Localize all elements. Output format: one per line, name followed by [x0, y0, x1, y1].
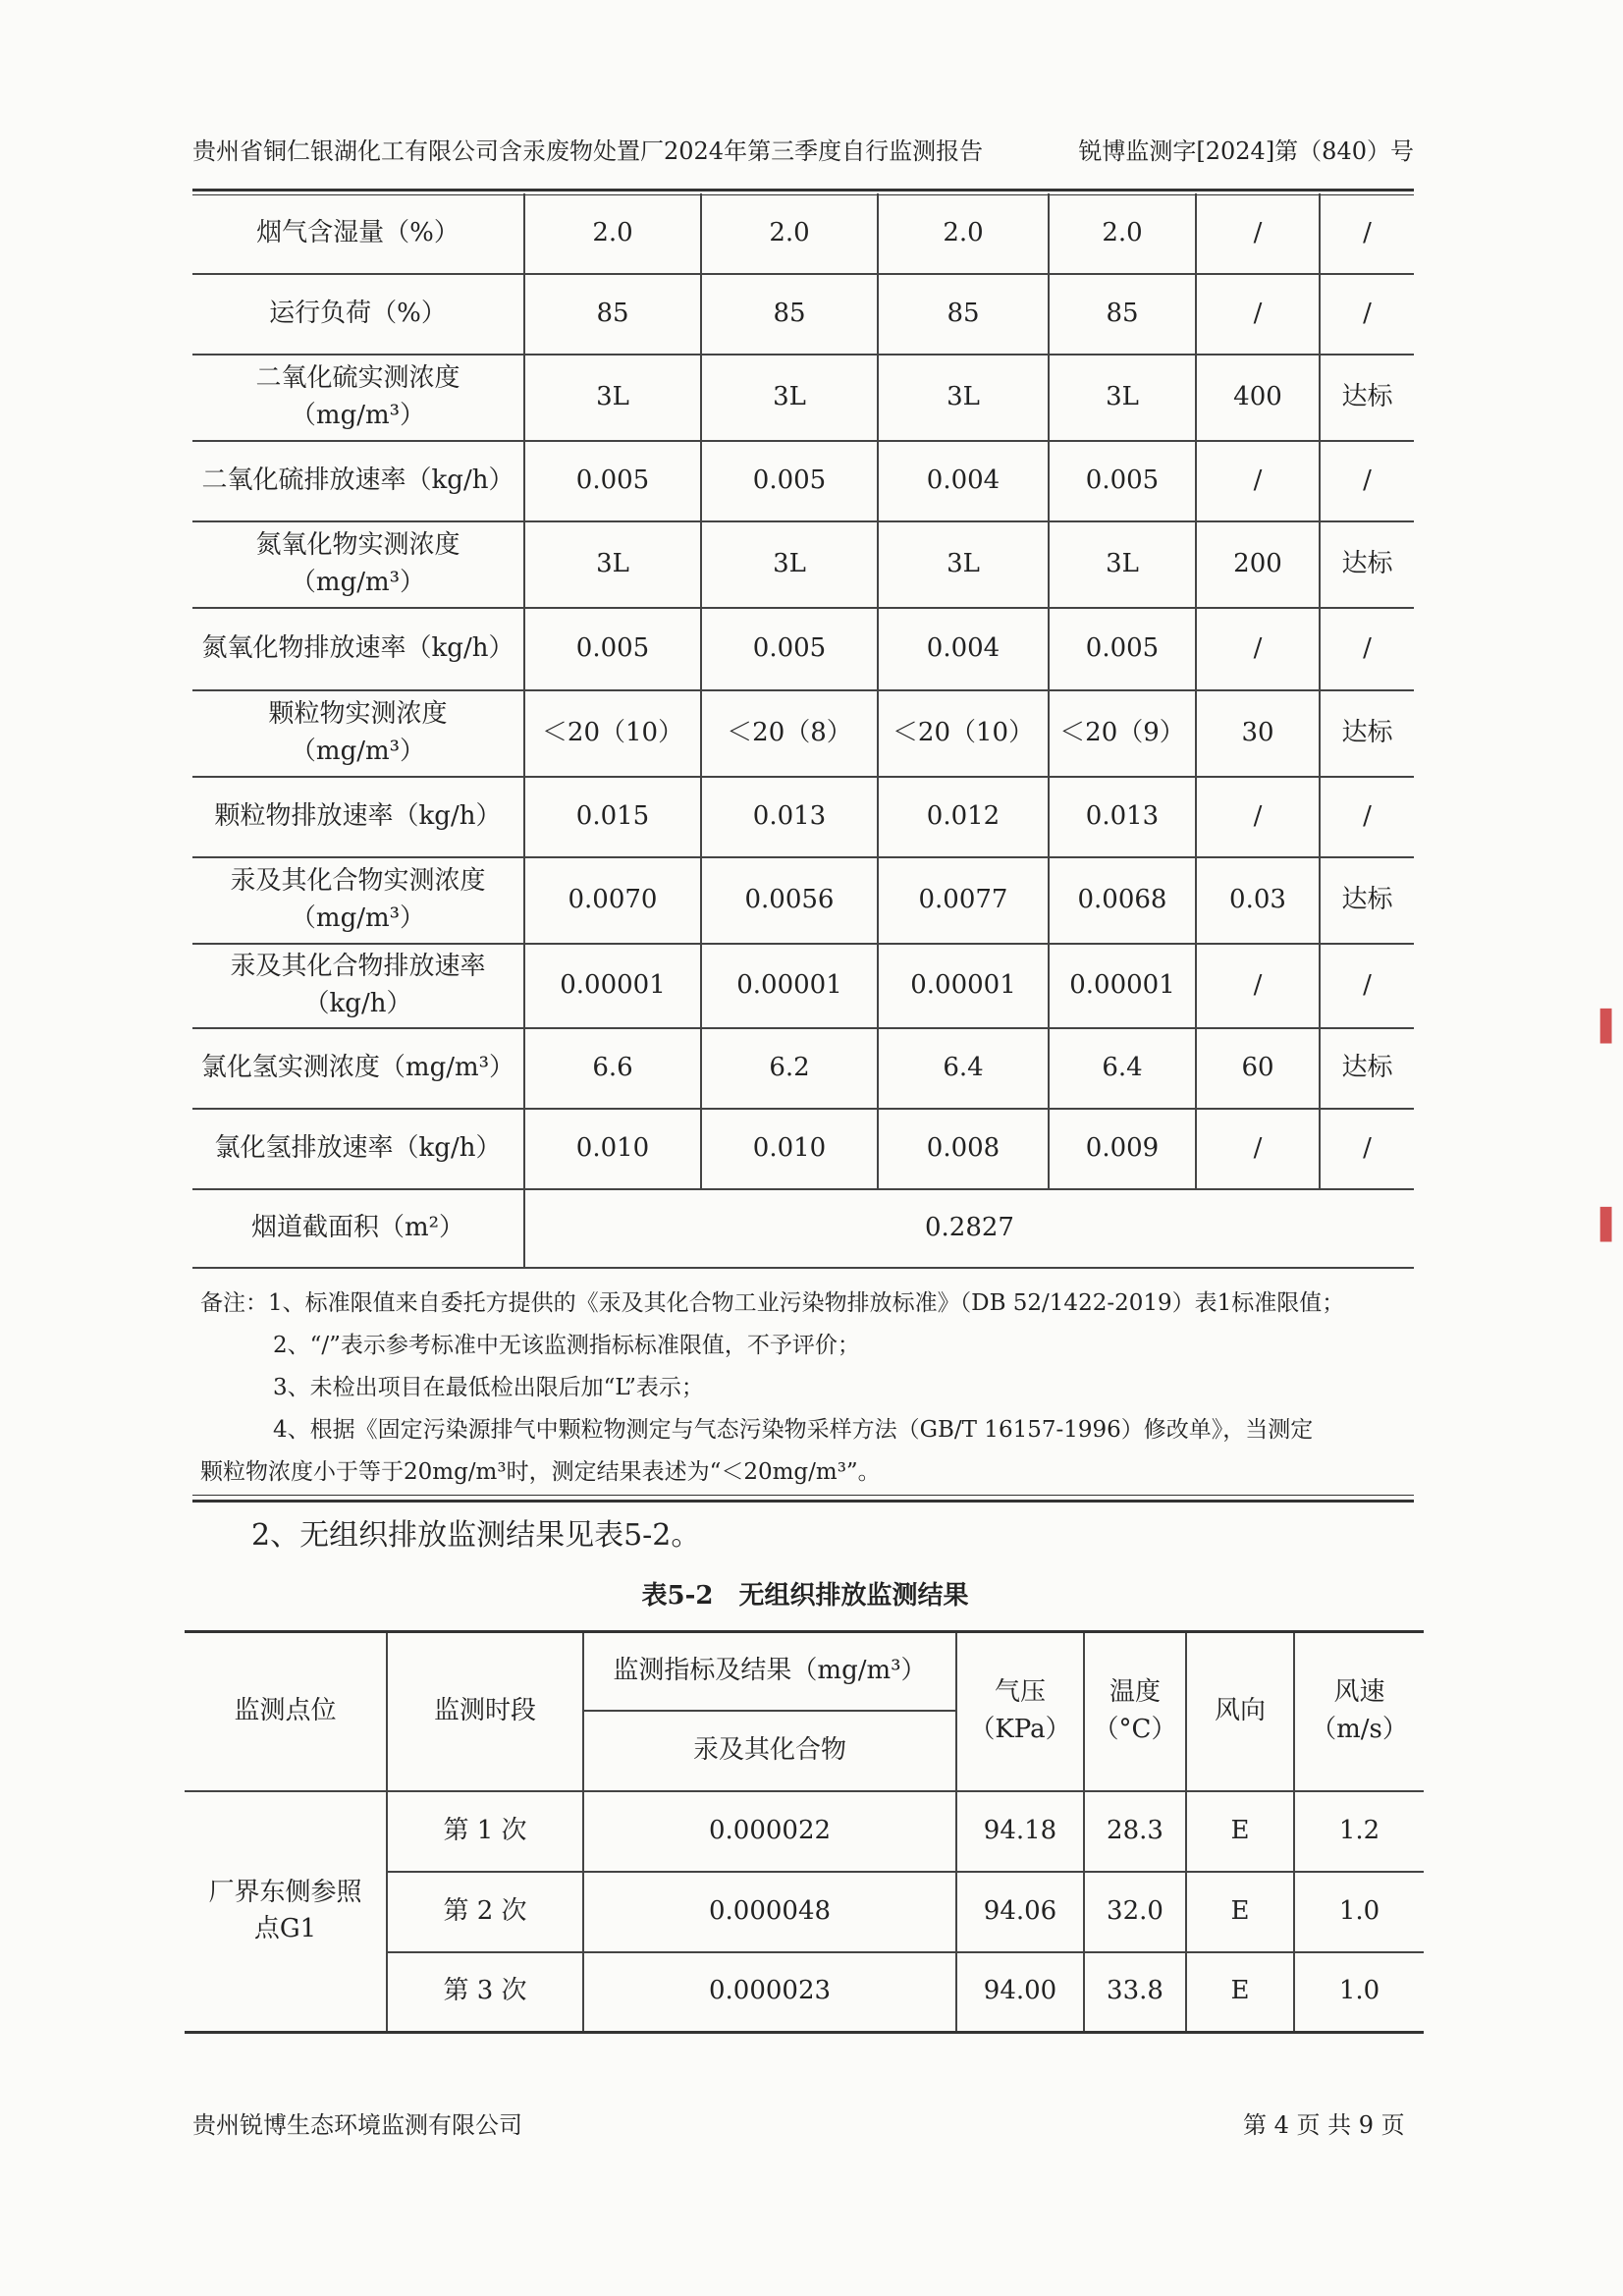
value-cell: 0.00001 [524, 944, 701, 1028]
value-cell: 0.005 [1049, 441, 1196, 521]
value-cell: 3L [701, 521, 878, 608]
value-cell: 0.000048 [583, 1872, 956, 1952]
row-label-unit: （mg/m³） [290, 401, 426, 430]
header-temp-label: 温度 [1109, 1677, 1161, 1708]
row-label-text: 氯化氢实测浓度（mg/m³） [200, 1053, 515, 1083]
period-cell: 第 3 次 [387, 1952, 583, 2033]
evaluation-cell: / [1320, 944, 1414, 1028]
evaluation-cell: 达标 [1320, 690, 1414, 777]
header-pressure [956, 1632, 1084, 1791]
limit-cell: / [1196, 608, 1320, 690]
wind-dir-cell: E [1186, 1872, 1294, 1952]
value-cell: 0.005 [524, 441, 701, 521]
period-cell: 第 2 次 [387, 1872, 583, 1952]
evaluation-cell: / [1320, 608, 1414, 690]
temp-cell: 28.3 [1084, 1791, 1186, 1872]
table-notes [200, 1283, 1414, 1494]
row-label [192, 857, 524, 944]
limit-cell: / [1196, 441, 1320, 521]
evaluation-cell: 达标 [1320, 521, 1414, 608]
value-cell: 0.000023 [583, 1952, 956, 2033]
value-cell: 85 [1049, 274, 1196, 355]
value-cell: 6.4 [878, 1028, 1049, 1109]
limit-cell: / [1196, 274, 1320, 355]
limit-cell: / [1196, 1109, 1320, 1189]
section-heading: 2、无组织排放监测结果见表5-2。 [251, 1518, 701, 1553]
value-cell: 3L [524, 521, 701, 608]
header-indicator: 监测指标及结果（mg/m³） [583, 1632, 956, 1711]
row-label [192, 608, 524, 690]
evaluation-cell: / [1320, 1109, 1414, 1189]
note-line: 颗粒物浓度小于等于20mg/m³时，测定结果表述为“＜20mg/m³”。 [200, 1459, 881, 1485]
row-label [192, 274, 524, 355]
pressure-cell: 94.18 [956, 1791, 1084, 1872]
header-wind-speed [1294, 1632, 1424, 1791]
footer-page-number: 第 4 页 共 9 页 [1243, 2111, 1405, 2139]
limit-cell: 400 [1196, 355, 1320, 441]
header-temp-unit: （°C） [1093, 1714, 1177, 1744]
report-title: 贵州省铜仁银湖化工有限公司含汞废物处置厂2024年第三季度自行监测报告 [192, 137, 984, 165]
period-cell: 第 1 次 [387, 1791, 583, 1872]
header-pressure-label: 气压 [994, 1677, 1046, 1708]
table-row [192, 193, 1414, 274]
value-cell: 6.4 [1049, 1028, 1196, 1109]
monitoring-point: 厂界东侧参照点G1 [185, 1791, 387, 2033]
note-line: 2、“/”表示参考标准中无该监测指标标准限值，不予评价； [273, 1333, 860, 1358]
row-label [192, 944, 524, 1028]
row-label [192, 521, 524, 608]
value-cell: 0.012 [878, 777, 1049, 857]
value-cell: 85 [524, 274, 701, 355]
limit-cell: / [1196, 944, 1320, 1028]
limit-cell: 30 [1196, 690, 1320, 777]
value-cell: 0.008 [878, 1109, 1049, 1189]
table-row [192, 857, 1414, 944]
fugitive-emission-table [185, 1630, 1424, 2034]
value-cell: 0.00001 [1049, 944, 1196, 1028]
header-wind-speed-unit: （m/s） [1311, 1714, 1408, 1744]
value-cell: 3L [1049, 521, 1196, 608]
value-cell: 3L [1049, 355, 1196, 441]
wind-speed-cell: 1.0 [1294, 1952, 1424, 2033]
row-label-text: 汞及其化合物排放速率 [230, 952, 486, 982]
table-row [192, 1109, 1414, 1189]
table-row [192, 690, 1414, 777]
value-cell: 3L [701, 355, 878, 441]
row-label-text: 运行负荷（%） [269, 299, 447, 329]
value-cell: 3L [878, 355, 1049, 441]
value-cell: 0.005 [701, 608, 878, 690]
value-cell: ＜20（10） [878, 690, 1049, 777]
value-cell: 85 [878, 274, 1049, 355]
value-cell: 0.0070 [524, 857, 701, 944]
wind-speed-cell: 1.2 [1294, 1791, 1424, 1872]
limit-cell: 60 [1196, 1028, 1320, 1109]
emission-results-table [192, 193, 1414, 1269]
value-cell: 0.015 [524, 777, 701, 857]
value-cell: 3L [524, 355, 701, 441]
row-label [192, 441, 524, 521]
header-indicator-sub: 汞及其化合物 [583, 1711, 956, 1791]
limit-cell: 0.03 [1196, 857, 1320, 944]
temp-cell: 33.8 [1084, 1952, 1186, 2033]
value-cell: 0.004 [878, 441, 1049, 521]
value-cell: 0.010 [524, 1109, 701, 1189]
table-row [192, 521, 1414, 608]
table-row [192, 944, 1414, 1028]
seal-stamp-fragment: ▌ [1600, 1010, 1623, 1044]
header-period: 监测时段 [387, 1632, 583, 1791]
table-row [192, 355, 1414, 441]
note-line: 4、根据《固定污染源排气中颗粒物测定与气态污染物采样方法（GB/T 16157-1996）修改单》，当测定 [273, 1417, 1314, 1443]
value-cell: ＜20（8） [701, 690, 878, 777]
evaluation-cell: 达标 [1320, 857, 1414, 944]
table-row [192, 777, 1414, 857]
notes-rule-thin [192, 1495, 1414, 1496]
evaluation-cell: 达标 [1320, 1028, 1414, 1109]
value-cell: 0.009 [1049, 1109, 1196, 1189]
value-cell: 0.000022 [583, 1791, 956, 1872]
evaluation-cell: / [1320, 777, 1414, 857]
wind-speed-cell: 1.0 [1294, 1872, 1424, 1952]
value-cell: 0.010 [701, 1109, 878, 1189]
value-cell: ＜20（9） [1049, 690, 1196, 777]
value-cell: 2.0 [524, 193, 701, 274]
report-number: 锐博监测字[2024]第（840）号 [1078, 137, 1414, 165]
value-cell: 0.013 [1049, 777, 1196, 857]
value-cell: 0.013 [701, 777, 878, 857]
pressure-cell: 94.00 [956, 1952, 1084, 2033]
row-label-text: 颗粒物排放速率（kg/h） [214, 801, 502, 832]
evaluation-cell: / [1320, 193, 1414, 274]
notes-rule [192, 1500, 1414, 1503]
limit-cell: / [1196, 193, 1320, 274]
value-cell: 6.2 [701, 1028, 878, 1109]
note-line: 备注：1、标准限值来自委托方提供的《汞及其化合物工业污染物排放标准》（DB 52/1422-2019）表1标准限值； [200, 1290, 1345, 1316]
seal-stamp-fragment: ▌ [1600, 1208, 1623, 1242]
evaluation-cell: / [1320, 274, 1414, 355]
row-label-text: 汞及其化合物实测浓度 [230, 866, 486, 897]
value-cell: 0.0056 [701, 857, 878, 944]
value-cell: 2.0 [701, 193, 878, 274]
footer-company: 贵州锐博生态环境监测有限公司 [192, 2111, 522, 2139]
header-point: 监测点位 [185, 1632, 387, 1791]
row-label-text: 氯化氢排放速率（kg/h） [214, 1133, 502, 1164]
evaluation-cell: / [1320, 441, 1414, 521]
row-label-text: 颗粒物实测浓度 [268, 699, 448, 730]
value-cell: 0.004 [878, 608, 1049, 690]
page-header [192, 132, 1414, 166]
value-cell: 0.005 [701, 441, 878, 521]
value-cell: 0.0068 [1049, 857, 1196, 944]
value-cell: ＜20（10） [524, 690, 701, 777]
table-caption: 表5-2 无组织排放监测结果 [641, 1581, 969, 1611]
row-label [192, 1109, 524, 1189]
row-label-text: 烟气含湿量（%） [256, 217, 460, 247]
row-label-text: 氮氧化物排放速率（kg/h） [201, 633, 514, 664]
table-row [192, 1028, 1414, 1109]
row-label-unit: （kg/h） [303, 989, 412, 1018]
value-cell: 2.0 [878, 193, 1049, 274]
limit-cell: 200 [1196, 521, 1320, 608]
row-label-text: 二氧化硫排放速率（kg/h） [201, 465, 514, 496]
row-label [192, 1028, 524, 1109]
table-row [192, 1189, 1414, 1268]
row-label [192, 355, 524, 441]
table-row [192, 441, 1414, 521]
header-temp [1084, 1632, 1186, 1791]
area-value: 0.2827 [524, 1189, 1414, 1268]
header-rule [192, 189, 1414, 191]
row-label-text: 二氧化硫实测浓度 [255, 363, 460, 394]
area-label: 烟道截面积（m²） [192, 1189, 524, 1268]
header-pressure-unit: （KPa） [969, 1714, 1071, 1744]
value-cell: 0.005 [524, 608, 701, 690]
row-label-unit: （mg/m³） [290, 737, 426, 766]
table-row [192, 274, 1414, 355]
row-label [192, 690, 524, 777]
row-label [192, 193, 524, 274]
row-label-unit: （mg/m³） [290, 903, 426, 933]
value-cell: 85 [701, 274, 878, 355]
value-cell: 0.0077 [878, 857, 1049, 944]
value-cell: 0.00001 [701, 944, 878, 1028]
limit-cell: / [1196, 777, 1320, 857]
value-cell: 2.0 [1049, 193, 1196, 274]
header-wind-dir: 风向 [1186, 1632, 1294, 1791]
wind-dir-cell: E [1186, 1952, 1294, 2033]
value-cell: 6.6 [524, 1028, 701, 1109]
row-label-text: 氮氧化物实测浓度 [255, 530, 460, 561]
wind-dir-cell: E [1186, 1791, 1294, 1872]
value-cell: 3L [878, 521, 1049, 608]
value-cell: 0.00001 [878, 944, 1049, 1028]
row-label-unit: （mg/m³） [290, 568, 426, 597]
value-cell: 0.005 [1049, 608, 1196, 690]
table-row [192, 608, 1414, 690]
header-wind-speed-label: 风速 [1333, 1677, 1385, 1708]
temp-cell: 32.0 [1084, 1872, 1186, 1952]
pressure-cell: 94.06 [956, 1872, 1084, 1952]
note-line: 3、未检出项目在最低检出限后加“L”表示； [273, 1375, 704, 1400]
evaluation-cell: 达标 [1320, 355, 1414, 441]
row-label [192, 777, 524, 857]
